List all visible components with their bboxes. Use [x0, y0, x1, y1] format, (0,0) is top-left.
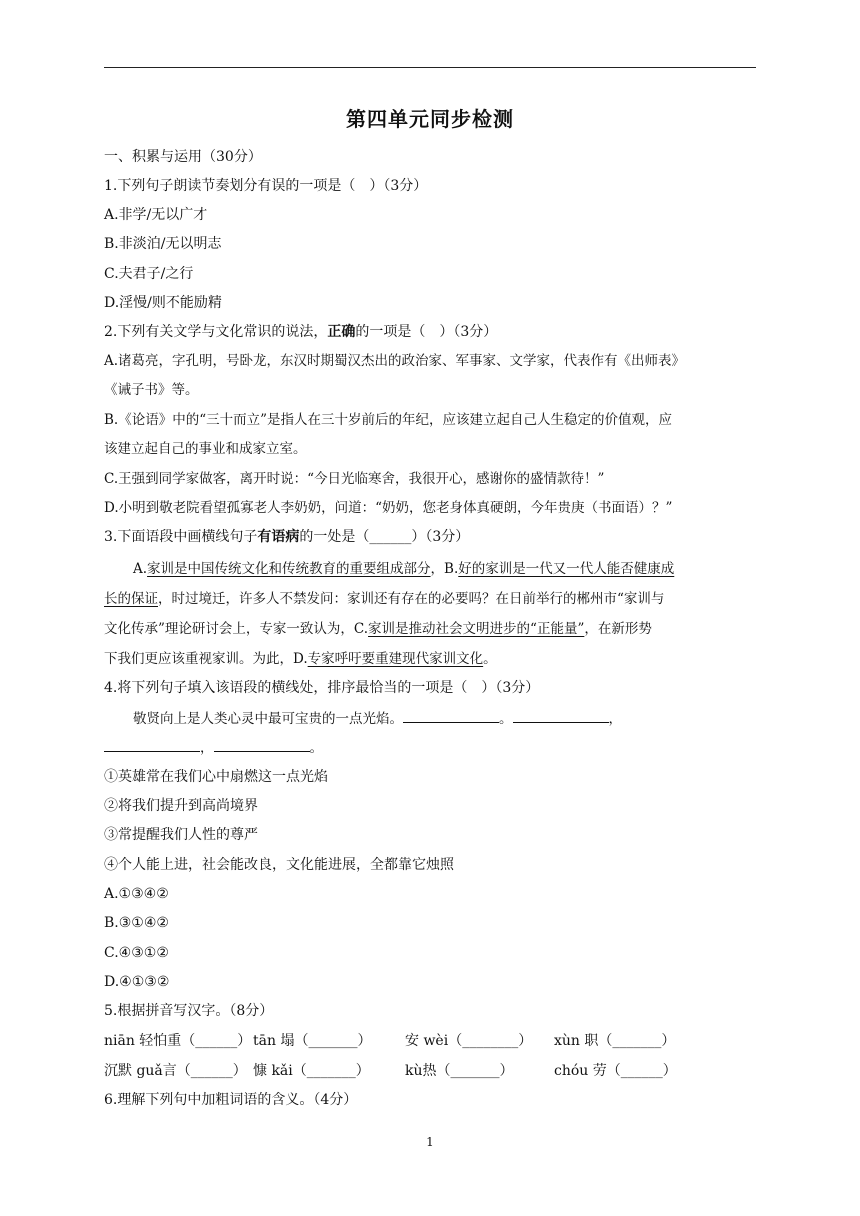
q3-underlined-c: 家训是推动社会文明进步的“正能量” — [368, 621, 585, 637]
q2-stem-emphasis: 正确 — [327, 324, 356, 340]
q2-stem: 2.下列有关文学与文化常识的说法，正确的一项是（ ）（3分） — [104, 324, 498, 340]
q5-item: xùn 职（_______） — [554, 1033, 676, 1049]
q2-option-b-line2: 该建立起自己的事业和成家立室。 — [104, 441, 307, 457]
q3-passage-line2: 长的保证，时过境迁，许多人不禁发问：家训还有存在的必要吗？在日前举行的郴州市“家训与 — [104, 591, 665, 607]
q3-passage-line3: 文化传承”理论研讨会上，专家一致认为，C.家训是推动社会文明进步的“正能量”，在新形势 — [104, 621, 652, 637]
q5-stem: 5.根据拼音写汉字。（8分） — [104, 1003, 274, 1019]
q4-option-b: B.③①④② — [104, 915, 169, 931]
q1-stem: 1.下列句子朗读节奏划分有误的一项是（ ）（3分） — [104, 178, 428, 194]
q5-item: kù热（_______） — [405, 1063, 514, 1079]
q4-blank-3[interactable] — [104, 737, 200, 752]
page-title: 第四单元同步检测 — [346, 107, 514, 131]
q1-option-a: A.非学/无以广才 — [104, 207, 208, 223]
q4-stem: 4.将下列句子填入该语段的横线处，排序最恰当的一项是（ ）（3分） — [104, 680, 540, 696]
q2-option-d: D.小明到敬老院看望孤寡老人李奶奶，问道：“奶奶，您老身体真硬朗，今年贵庚（书面语）？” — [104, 500, 673, 516]
q4-sentence-4: ④个人能上进，社会能改良，文化能进展，全都靠它烛照 — [104, 857, 454, 873]
q4-option-d: D.④①③② — [104, 974, 170, 990]
q3-stem-emphasis: 有语病 — [257, 529, 300, 545]
q5-item: 安 wèi（________） — [405, 1033, 533, 1049]
q4-blank-2[interactable] — [513, 708, 609, 723]
q5-item: 慷 kǎi（_______） — [253, 1063, 370, 1079]
q4-option-c: C.④③①② — [104, 945, 169, 961]
q1-option-b: B.非淡泊/无以明志 — [104, 236, 222, 252]
q2-option-b-line1: B.《论语》中的“三十而立”是指人在三十岁前后的年纪，应该建立起自己人生稳定的价值观，应 — [104, 412, 673, 428]
q2-option-c: C.王强到同学家做客，离开时说：“今日光临寒舍，我很开心，感谢你的盛情款待！” — [104, 471, 605, 487]
q1-option-c: C.夫君子/之行 — [104, 266, 194, 282]
header-rule — [104, 67, 756, 68]
q3-underlined-b: 好的家训是一代又一代人能否健康成 — [458, 561, 675, 577]
q3-underlined-b-cont: 长的保证 — [104, 591, 158, 607]
q5-item: 沉默 guǎ言（______） — [104, 1063, 247, 1079]
q2-option-a-line1: A.诸葛亮，字孔明，号卧龙，东汉时期蜀汉杰出的政治家、军事家、文学家，代表作有《出师表》 — [104, 353, 686, 369]
page-number: 1 — [426, 1135, 434, 1149]
q5-item: niān 轻怕重（______） — [104, 1033, 252, 1049]
q5-item: chóu 劳（______） — [554, 1063, 677, 1079]
q6-stem: 6.理解下列句中加粗词语的含义。（4分） — [104, 1092, 358, 1108]
q3-stem: 3.下面语段中画横线句子有语病的一处是（______）（3分） — [104, 529, 470, 545]
q4-sentence-1: ①英雄常在我们心中扇燃这一点光焰 — [104, 769, 328, 785]
q3-passage-line4: 下我们更应该重视家训。为此，D.专家呼吁要重建现代家训文化。 — [104, 651, 497, 667]
section-heading: 一、积累与运用（30分） — [104, 149, 262, 165]
q3-underlined-d: 专家呼吁要重建现代家训文化 — [307, 651, 484, 667]
q4-passage-line2: ， 。 — [104, 737, 764, 758]
q3-underlined-a: 家训是中国传统文化和传统教育的重要组成部分 — [147, 561, 431, 577]
q2-option-a-line2: 《诫子书》等。 — [104, 382, 199, 398]
q3-passage-line1: A.家训是中国传统文化和传统教育的重要组成部分，B.好的家训是一代又一代人能否健康成 — [133, 561, 675, 577]
q4-sentence-3: ③常提醒我们人性的尊严 — [104, 827, 258, 843]
q4-blank-1[interactable] — [403, 708, 499, 723]
q5-item: tān 塌（_______） — [253, 1033, 372, 1049]
q4-blank-4[interactable] — [214, 737, 310, 752]
q4-option-a: A.①③④② — [104, 886, 169, 902]
q4-passage-line1: 敬贤向上是人类心灵中最可宝贵的一点光焰。 。 ， — [133, 708, 793, 729]
q4-sentence-2: ②将我们提升到高尚境界 — [104, 798, 258, 814]
q1-option-d: D.淫慢/则不能励精 — [104, 295, 222, 311]
